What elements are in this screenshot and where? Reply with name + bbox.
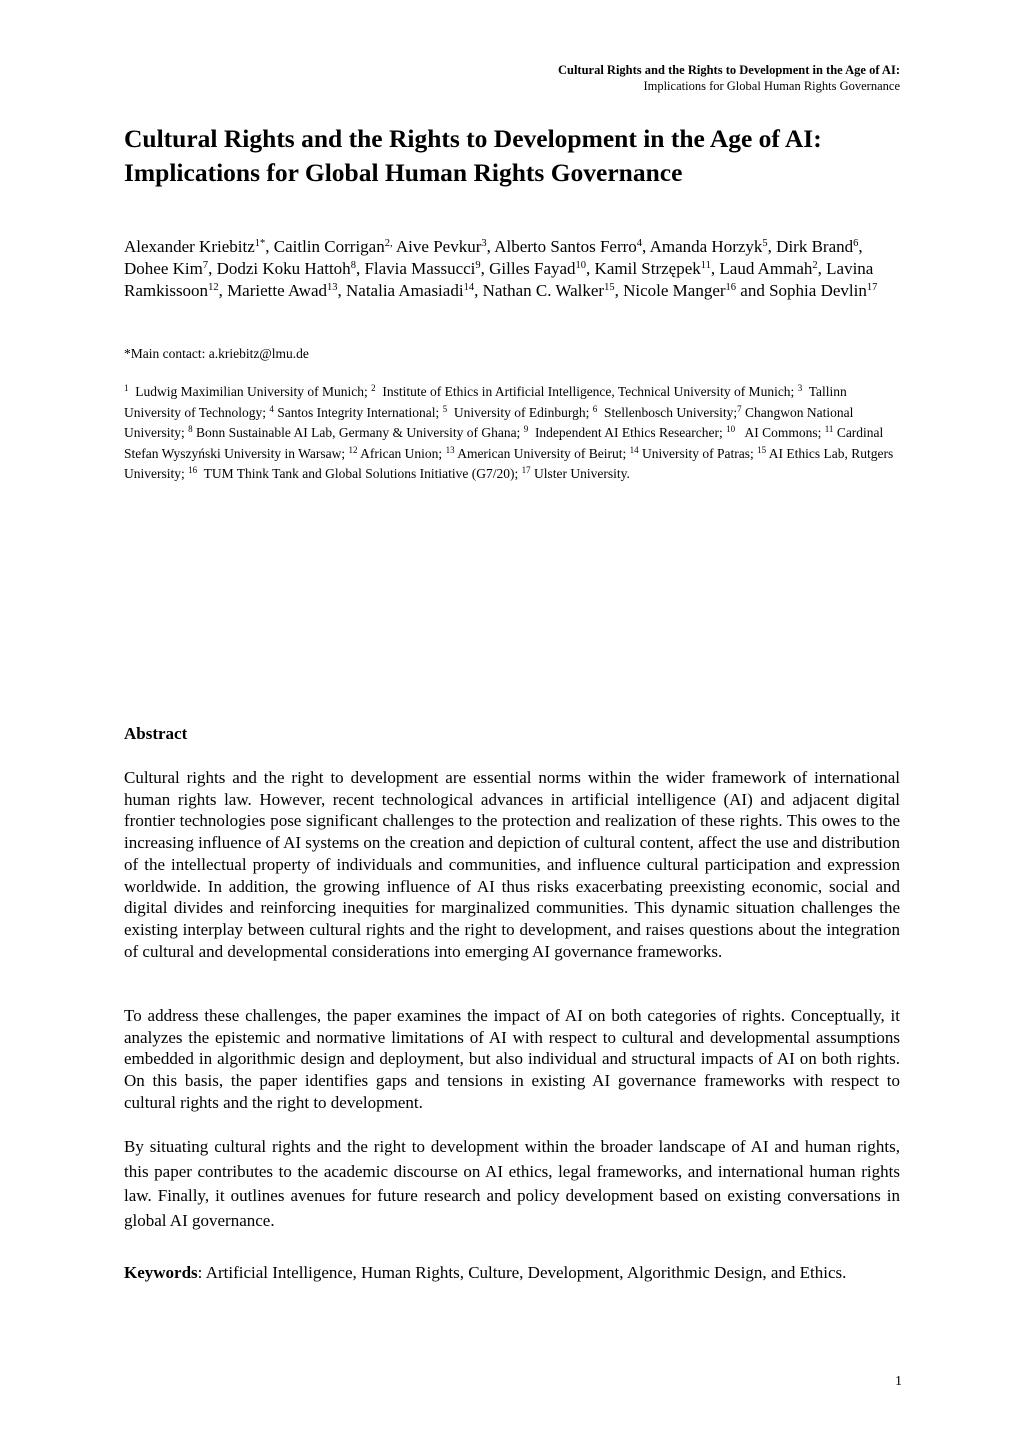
author-name: Caitlin Corrigan: [273, 237, 385, 256]
author-affiliation-marker: 7: [202, 260, 209, 271]
author-separator: ,: [218, 281, 228, 300]
affiliation-marker: 7: [737, 403, 742, 414]
author-affiliation-marker: 14: [463, 282, 475, 293]
affiliation: [348, 446, 445, 461]
author-affiliation-marker: 1*: [254, 238, 266, 249]
author-name: Nathan C. Walker: [482, 281, 605, 300]
author-separator: ,: [474, 281, 483, 300]
affiliation-marker: 12: [348, 444, 358, 455]
keywords: [124, 1261, 900, 1285]
affiliation-marker: 17: [521, 465, 531, 475]
affiliation: [371, 384, 798, 399]
affiliation: [726, 425, 825, 440]
author-affiliation-marker: 12: [208, 282, 219, 293]
author-affiliation-marker: 2,: [384, 238, 393, 249]
author-affiliation-marker: 10: [575, 260, 587, 271]
author: [483, 281, 624, 300]
author-name: Nicole Manger: [623, 281, 726, 300]
author-affiliation-marker: 17: [866, 282, 878, 293]
author: [489, 259, 594, 278]
author-name: Sophia Devlin: [769, 281, 867, 300]
affiliation-text: AI Ethics Lab, Rutgers University;: [124, 445, 897, 481]
author-affiliation-marker: 3: [481, 238, 487, 249]
author-separator: ,: [337, 281, 346, 300]
author-affiliation-marker: 11: [700, 260, 711, 271]
affiliation-marker: 10: [726, 424, 736, 434]
affiliation: [630, 446, 757, 461]
author-separator: ,: [767, 237, 777, 256]
running-header: [558, 62, 900, 94]
author: [494, 237, 649, 256]
author: [650, 237, 777, 256]
affiliation-marker: 3: [797, 383, 803, 393]
affiliation-marker: 1: [124, 383, 129, 393]
affiliation: [188, 466, 522, 481]
author-separator: ,: [486, 237, 495, 256]
affiliation-marker: 11: [824, 424, 834, 434]
author-separator: ,: [710, 259, 720, 278]
paper-title: [124, 122, 914, 190]
author-separator: ,: [355, 259, 365, 278]
author: [124, 259, 217, 278]
author: [274, 237, 396, 256]
running-header-title: Cultural Rights and the Rights to Development in the Age of AI:: [557, 63, 900, 77]
abstract-heading: Abstract: [124, 724, 188, 743]
affiliation-text: Ludwig Maximilian University of Munich;: [128, 384, 372, 399]
affiliation-text: University of Edinburgh;: [447, 404, 593, 420]
affiliation: [188, 425, 524, 440]
author-name: Gilles Fayad: [489, 259, 576, 278]
affiliation-text: Santos Integrity International;: [273, 404, 443, 420]
author: [396, 237, 494, 256]
author-affiliation-marker: 5: [762, 238, 768, 249]
author-affiliation-marker: 2: [812, 260, 818, 271]
author-separator: ,: [817, 259, 827, 278]
affiliation-text: University of Patras;: [638, 445, 758, 461]
author-affiliation-marker: 6: [853, 238, 859, 249]
author-affiliation-marker: 16: [725, 282, 737, 293]
author: [364, 259, 489, 278]
author: [776, 237, 862, 256]
author-separator: and: [736, 281, 770, 300]
affiliation: [524, 425, 726, 440]
affiliation: [522, 466, 630, 481]
author-list: [124, 236, 904, 302]
author-name: Lavina Ramkissoon: [124, 259, 874, 300]
affiliation-text: Cardinal Stefan Wyszyński University in Warsaw;: [124, 425, 887, 461]
author-name: Amanda Horzyk: [649, 237, 763, 256]
author-separator: ,: [480, 259, 490, 278]
author: [623, 281, 769, 300]
author-affiliation-marker: 15: [604, 282, 615, 293]
affiliation-marker: 4: [269, 403, 274, 414]
author-separator: ,: [208, 259, 217, 278]
affiliation-text: Tallinn University of Technology;: [124, 384, 851, 420]
author-name: Kamil Strzępek: [594, 259, 701, 278]
affiliation-text: Changwon National University;: [124, 404, 857, 440]
affiliation-marker: 9: [523, 424, 529, 434]
author: [595, 259, 720, 278]
affiliation: [269, 405, 442, 420]
affiliation-text: American University of Beirut;: [454, 445, 630, 461]
affiliation-marker: 13: [445, 444, 455, 455]
page-number: 1: [895, 1374, 902, 1389]
author: [719, 259, 826, 278]
author-name: Aive Pevkur: [395, 237, 482, 256]
affiliation-marker: 2: [371, 383, 376, 393]
affiliation-text: Stellenbosch University;: [597, 404, 738, 420]
author-affiliation-marker: 9: [475, 260, 481, 271]
author-name: Dodzi Koku Hattoh: [216, 259, 351, 278]
paper-title-line-1: Cultural Rights and the Rights to Development in the Age of AI:: [124, 124, 822, 153]
author-affiliation-marker: 4: [636, 238, 643, 249]
affiliation: [446, 446, 630, 461]
affiliation-marker: 5: [442, 403, 448, 414]
author-name: Flavia Massucci: [364, 259, 476, 278]
affiliation-marker: 15: [757, 444, 767, 455]
affiliation-marker: 14: [629, 444, 639, 455]
author-name: Laud Ammah: [719, 259, 813, 278]
author-separator: ,: [858, 237, 863, 256]
affiliation-marker: 6: [592, 403, 598, 414]
affiliation-text: Bonn Sustainable AI Lab, Germany & University of Ghana;: [192, 425, 524, 440]
author-affiliation-marker: 8: [350, 260, 356, 271]
author-name: Mariette Awad: [227, 281, 327, 300]
author-separator: ,: [642, 237, 650, 256]
affiliation-marker: 16: [188, 465, 198, 475]
abstract-paragraph: By situating cultural rights and the right to development within the broader landscape of AI and human rights, this paper contributes to the academic discourse on AI ethics, legal frameworks, and international human rights law. Finally, it outlines avenues for future research and policy development based on existing conversations in global AI governance.: [124, 1137, 900, 1230]
affiliation: [443, 405, 593, 420]
affiliation: [124, 384, 371, 399]
author-name: Alberto Santos Ferro: [494, 237, 637, 256]
affiliation-text: African Union;: [357, 445, 446, 461]
affiliation-text: AI Commons;: [735, 425, 825, 440]
keywords-text: : Artificial Intelligence, Human Rights, Culture, Development, Algorithmic Design, and Ethics.: [197, 1263, 847, 1282]
author-separator: ,: [586, 259, 595, 278]
paper-title-line-2: Implications for Global Human Rights Governance: [124, 158, 683, 187]
author-separator: ,: [614, 281, 624, 300]
running-header-subtitle: Implications for Global Human Rights Governance: [643, 79, 900, 93]
author-affiliation-marker: 13: [327, 282, 338, 293]
affiliation: [593, 405, 737, 420]
affiliation-text: TUM Think Tank and Global Solutions Initiative (G7/20);: [197, 466, 522, 481]
author: [124, 237, 274, 256]
author-name: Natalia Amasiadi: [346, 281, 464, 300]
author: [769, 281, 877, 300]
abstract-paragraph: Cultural rights and the right to development are essential norms within the wider framework of international human rights law. However, recent technological advances in artificial intelligence (AI) and adjacent digital frontier technologies pose significant challenges to the protection and realization of these rights. This owes to the increasing influence of AI systems on the creation and depiction of cultural content, affect the use and distribution of the intellectual property of individuals and communities, and influence cultural participation and expression worldwide. In addition, the growing influence of AI thus risks exacerbating preexisting economic, social and digital divides and reinforcing inequities for marginalized communities. This dynamic situation challenges the existing interplay between cultural rights and the right to development, and raises questions about the integration of cultural and developmental considerations into emerging AI governance frameworks.: [124, 768, 900, 961]
main-contact: *Main contact: a.kriebitz@lmu.de: [124, 346, 309, 361]
author: [227, 281, 346, 300]
author-name: Alexander Kriebitz: [124, 237, 255, 256]
affiliation-text: Independent AI Ethics Researcher;: [528, 425, 727, 440]
author: [346, 281, 483, 300]
affiliation-text: Ulster University.: [530, 466, 630, 481]
affiliation-marker: 8: [188, 424, 193, 434]
affiliation-list: [124, 382, 902, 485]
author-name: Dohee Kim: [124, 259, 203, 278]
abstract-paragraph: To address these challenges, the paper examines the impact of AI on both categories of rights. Conceptually, it analyzes the epistemic and normative limitations of AI with respect to cultural and developmental assumptions embedded in algorithmic design and deployment, but also individual and structural impacts of AI on both rights. On this basis, the paper identifies gaps and tensions in existing AI governance frameworks with respect to cultural rights and the right to development.: [124, 1006, 900, 1112]
author-separator: ,: [265, 237, 274, 256]
affiliation-text: Institute of Ethics in Artificial Intelligence, Technical University of Munich;: [375, 384, 798, 399]
author-name: Dirk Brand: [776, 237, 854, 256]
author: [217, 259, 365, 278]
keywords-label: Keywords: [124, 1263, 198, 1282]
